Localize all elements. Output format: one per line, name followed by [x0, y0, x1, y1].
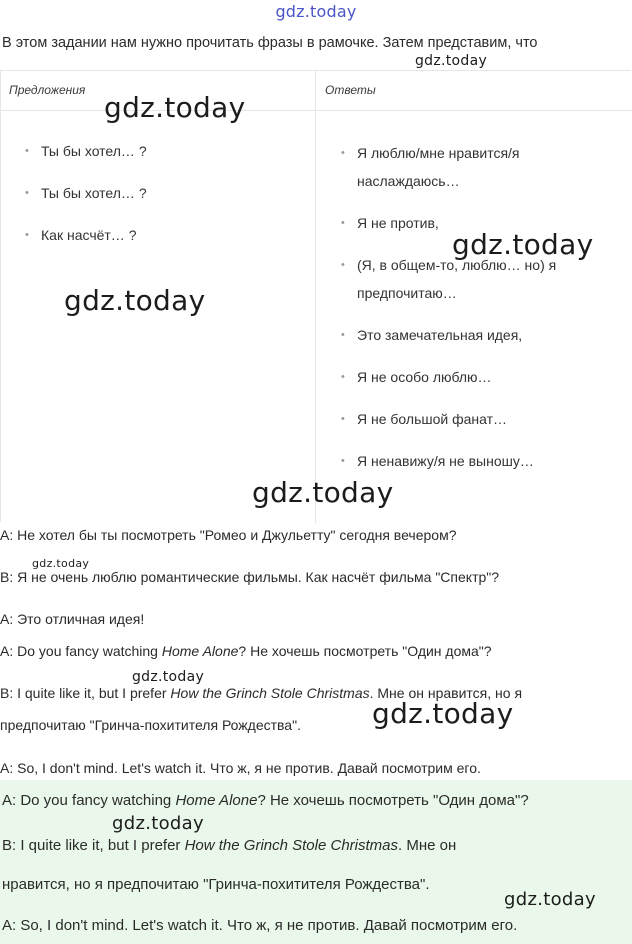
bullet-icon: •	[25, 145, 29, 157]
bullet-icon: •	[341, 413, 345, 425]
list-item-text: Я люблю/мне нравится/я наслаждаюсь…	[357, 145, 520, 189]
list-item-text: Это замечательная идея,	[357, 327, 523, 343]
list-item-text: Ты бы хотел… ?	[41, 143, 147, 159]
dialog2-line-b-cont: предпочитаю "Гринча-похитителя Рождества".	[0, 717, 301, 733]
dialog1-line-b: B: Я не очень люблю романтические фильмы. Как насчёт фильма "Спектр"?	[0, 569, 500, 585]
site-logo[interactable]: gdz.today	[275, 2, 357, 21]
list-item	[341, 363, 621, 391]
text-segment: A: Do you fancy watching	[0, 643, 162, 659]
list-item	[25, 225, 305, 246]
watermark: gdz.today	[252, 476, 394, 509]
bullet-icon: •	[341, 259, 345, 271]
watermark: gdz.today	[452, 228, 594, 261]
bullet-icon: •	[341, 329, 345, 341]
watermark: gdz.today	[415, 53, 488, 69]
movie-title: Home Alone	[161, 643, 239, 659]
list-item-text: Я не особо люблю…	[357, 369, 492, 385]
list-item	[25, 141, 305, 162]
list-item-text: Я ненавижу/я не выношу…	[357, 453, 534, 469]
text-segment: . Мне он	[398, 837, 457, 854]
intro-text: В этом задании нам нужно прочитать фразы в рамочке. Затем представим, что	[2, 35, 538, 51]
text-segment: B: I quite like it, but I prefer	[0, 685, 171, 701]
movie-title: Home Alone	[175, 792, 258, 809]
movie-title: How the Grinch Stole Christmas	[170, 685, 370, 701]
text-segment: A: Do you fancy watching	[2, 792, 176, 809]
list-item-text: Я не большой фанат…	[357, 411, 508, 427]
answer-line-a2: A: So, I don't mind. Let's watch it. Что ж, я не против. Давай посмотрим его.	[2, 917, 518, 934]
bullet-icon: •	[341, 147, 345, 159]
answer-line-b-cont: нравится, но я предпочитаю "Гринча-похитителя Рождества".	[2, 876, 430, 893]
text-segment: ? Не хочешь посмотреть "Один дома"?	[257, 792, 529, 809]
watermark: gdz.today	[112, 813, 204, 834]
bullet-icon: •	[341, 455, 345, 467]
highlighted-answer	[0, 780, 632, 944]
dialog1-line-a: A: Не хотел бы ты посмотреть "Ромео и Джульетту" сегодня вечером?	[0, 527, 457, 543]
dialog2-line-a	[0, 641, 632, 661]
watermark: gdz.today	[64, 284, 206, 317]
watermark: gdz.today	[104, 91, 246, 124]
text-segment: B: I quite like it, but I prefer	[2, 837, 185, 854]
watermark: gdz.today	[132, 669, 205, 685]
col-header-answers: Ответы	[325, 83, 376, 97]
bullet-icon: •	[341, 217, 345, 229]
text-segment: . Мне он нравится, но я	[369, 685, 523, 701]
answer-line-b	[2, 836, 632, 856]
watermark: gdz.today	[504, 889, 596, 910]
watermark: gdz.today	[372, 697, 514, 730]
bullet-icon: •	[25, 229, 29, 241]
table-header-row	[1, 71, 632, 111]
bullet-icon: •	[25, 187, 29, 199]
bullet-icon: •	[341, 371, 345, 383]
dialog1-line-a2: A: Это отличная идея!	[0, 611, 145, 627]
text-segment: ? Не хочешь посмотреть "Один дома"?	[238, 643, 492, 659]
dialog2-line-a2: A: So, I don't mind. Let's watch it. Что ж, я не против. Давай посмотрим его.	[0, 760, 481, 776]
list-item-text: (Я, в общем-то, люблю… но) я предпочитаю…	[357, 257, 557, 301]
watermark: gdz.today	[32, 557, 90, 570]
list-item	[341, 405, 621, 433]
list-item	[341, 447, 621, 475]
list-item	[25, 183, 305, 204]
movie-title: How the Grinch Stole Christmas	[184, 837, 398, 854]
list-item-text: Я не против,	[357, 215, 439, 231]
list-item	[341, 321, 621, 349]
dialog2-line-b	[0, 683, 632, 703]
col-header-suggestions: Предложения	[9, 83, 86, 97]
list-item-text: Как насчёт… ?	[41, 227, 137, 243]
column-divider	[315, 71, 316, 523]
list-item-text: Ты бы хотел… ?	[41, 185, 147, 201]
answer-line-a	[2, 791, 632, 811]
suggestions-list	[25, 141, 305, 267]
answers-list	[341, 139, 621, 489]
list-item	[341, 139, 567, 195]
